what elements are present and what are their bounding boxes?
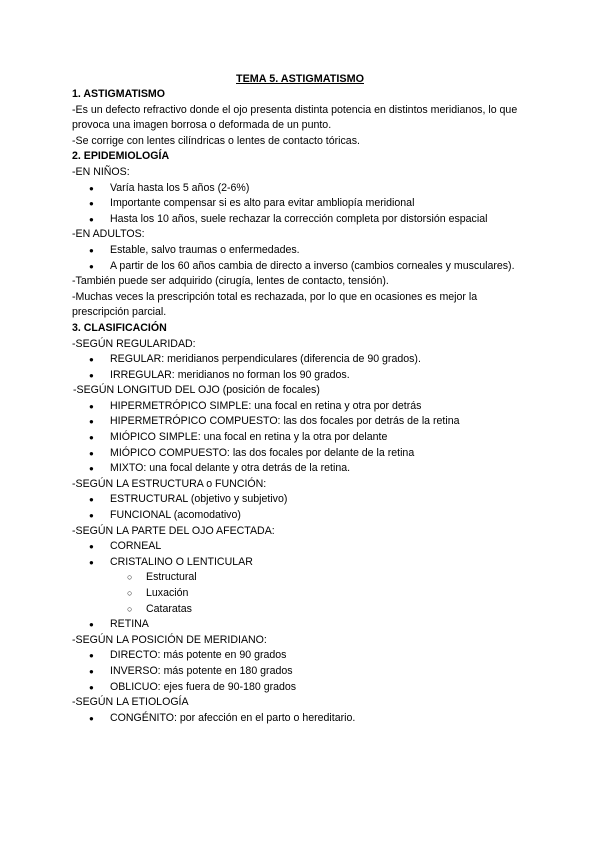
list-posicion — [72, 648, 532, 695]
list-item: ● Estable, salvo traumas o enfermedades. — [72, 243, 532, 259]
list-regularidad — [72, 352, 532, 383]
sub-list-item: ○ Cataratas — [72, 602, 532, 618]
list-item: ● HIPERMETRÓPICO SIMPLE: una focal en retina y otra por detrás — [72, 399, 532, 415]
list-item: ● OBLICUO: ejes fuera de 90-180 grados — [72, 680, 532, 696]
subheading-parte: -SEGÚN LA PARTE DEL OJO AFECTADA: — [72, 524, 275, 537]
list-item: ● Hasta los 10 años, suele rechazar la corrección completa por distorsión espacial — [72, 212, 532, 228]
paragraph: -Muchas veces la prescripción total es rechazada, por lo que en ocasiones es mejor la prescripción parcial. — [72, 290, 478, 319]
subheading-longitud: -SEGÚN LONGITUD DEL OJO (posición de focales) — [73, 384, 320, 397]
list-item: ● IRREGULAR: meridianos no forman los 90 grados. — [72, 368, 532, 384]
document-body — [72, 87, 532, 726]
list-item: ● FUNCIONAL (acomodativo) — [72, 508, 532, 524]
subheading-regularidad: -SEGÚN REGULARIDAD: — [72, 337, 196, 350]
subheading-etiologia: -SEGÚN LA ETIOLOGÍA — [72, 696, 189, 709]
page-title: TEMA 5. ASTIGMATISMO — [236, 73, 364, 85]
paragraph: -Es un defecto refractivo donde el ojo presenta distinta potencia en distintos meridianos, lo que provoca una imagen borrosa o deformada de un punto. — [72, 103, 518, 132]
subheading-posicion: -SEGÚN LA POSICIÓN DE MERIDIANO: — [72, 633, 267, 646]
list-item: ● INVERSO: más potente en 180 grados — [72, 664, 532, 680]
paragraph: -También puede ser adquirido (cirugía, lentes de contacto, tensión). — [72, 275, 389, 288]
list-item: ● CONGÉNITO: por afección en el parto o hereditario. — [72, 711, 532, 727]
list-etiologia — [72, 711, 532, 727]
list-item: ● REGULAR: meridianos perpendiculares (diferencia de 90 grados). — [72, 352, 532, 368]
list-item: ● CORNEAL — [72, 539, 532, 555]
section-3-heading: 3. CLASIFICACIÓN — [72, 321, 167, 334]
sub-list-item: ○ Luxación — [72, 586, 532, 602]
list-parte — [72, 539, 532, 633]
list-item: ● ESTRUCTURAL (objetivo y subjetivo) — [72, 492, 532, 508]
section-1-heading: 1. ASTIGMATISMO — [72, 88, 165, 100]
list-longitud — [72, 399, 532, 477]
list-item: ● CRISTALINO O LENTICULAR — [72, 555, 532, 571]
list-item: ● A partir de los 60 años cambia de directo a inverso (cambios corneales y musculares). — [72, 259, 532, 275]
list-item: ● DIRECTO: más potente en 90 grados — [72, 648, 532, 664]
subheading-adultos: -EN ADULTOS: — [72, 228, 145, 241]
list-item: ● HIPERMETRÓPICO COMPUESTO: las dos focales por detrás de la retina — [72, 414, 532, 430]
sub-list-item: ○ Estructural — [72, 570, 532, 586]
list-ninos — [72, 181, 532, 228]
section-2-heading: 2. EPIDEMIOLOGÍA — [72, 150, 170, 163]
list-estructura — [72, 492, 532, 523]
list-item: ● MIXTO: una focal delante y otra detrás de la retina. — [72, 461, 532, 477]
paragraph: -Se corrige con lentes cilíndricas o lentes de contacto tóricas. — [72, 134, 360, 147]
list-item: ● MIÓPICO COMPUESTO: las dos focales por delante de la retina — [72, 446, 532, 462]
list-item: ● Importante compensar si es alto para evitar ambliopía meridional — [72, 196, 532, 212]
subheading-estructura: -SEGÚN LA ESTRUCTURA o FUNCIÓN: — [72, 477, 267, 490]
list-item: ● Varía hasta los 5 años (2-6%) — [72, 181, 532, 197]
list-item: ● MIÓPICO SIMPLE: una focal en retina y la otra por delante — [72, 430, 532, 446]
list-item: ● RETINA — [72, 617, 532, 633]
subheading-ninos: -EN NIÑOS: — [72, 165, 130, 178]
list-adultos — [72, 243, 532, 274]
